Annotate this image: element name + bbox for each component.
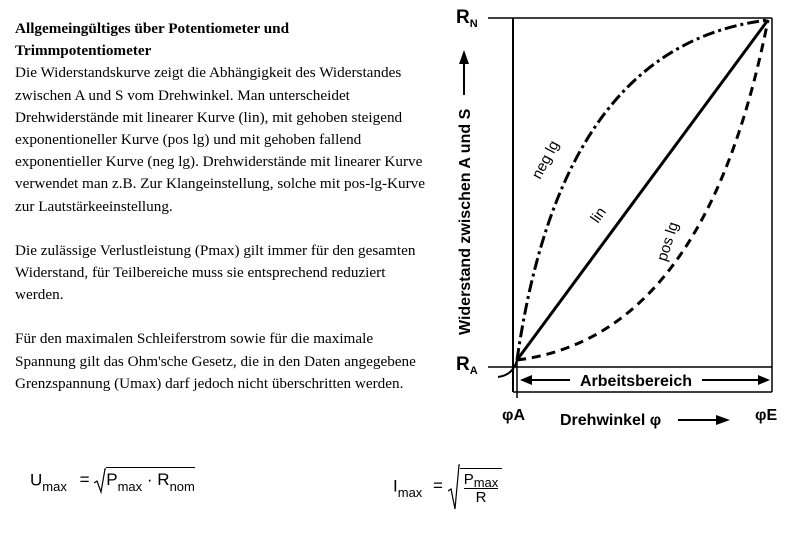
range-arrow-right [758, 375, 770, 385]
range-label: Arbeitsbereich [580, 373, 693, 390]
resistance-curve-figure [430, 0, 800, 440]
lead-in [498, 360, 517, 377]
y-arrow-head [459, 50, 469, 64]
lin-label: lin [587, 204, 610, 227]
article-title: Allgemeingültiges über Potentiometer und Trimmpotentiometer [15, 20, 290, 60]
x-axis-label: Drehwinkel φ [560, 412, 662, 429]
paragraph-3: Für den maximalen Schleiferstrom sowie für die maximale Spannung gilt das Ohm'sche Gesetz, die in den Daten angegebene Grenzspannung (Umax) darf jedoch nicht überschritten werden. [15, 330, 416, 392]
x-arrow-head [716, 415, 730, 425]
ra-label: $R_A$ [456, 354, 478, 377]
paragraph-1: Die Widerstandskurve zeigt die Abhängigkeit des Widerstandes zwischen A und S vom Drehwinkel. Man unterscheidet Drehwiderstände mit linearer Kurve (lin), mit gehoben steigend exponentioneller Kurve (pos lg) und mit gehoben fallend exponentieller Kurve (neg lg). Drehwiderstände mit linearer Kurve verwendet man z.B. Zur Klangeinstellung, solche mit pos-lg-Kurve zur Lautstärkeeinstellung. [15, 64, 425, 215]
article-text [15, 18, 425, 417]
range-arrow-left [520, 375, 532, 385]
lin-curve [517, 20, 768, 360]
neg-lg-label: neg lg [528, 137, 563, 182]
phi-a-label: φA [502, 407, 525, 424]
y-axis-label: Widerstand zwischen A und S [457, 108, 474, 335]
paragraph-2: Die zulässige Verlustleistung (Pmax) gilt immer für den gesamten Widerstand, für Teilbereiche muss sie entsprechend reduziert werden. [15, 241, 416, 304]
phi-e-label: φE [755, 407, 778, 424]
sqrt-symbol [448, 463, 460, 511]
pos-lg-label: pos lg [653, 219, 683, 264]
u-max-formula: $U_{max} = P_{max} \cdot R_{nom}$ [30, 468, 195, 494]
sqrt-symbol [94, 468, 106, 494]
rn-label: $R_N$ [456, 7, 478, 30]
i-max-formula: $I_{max}$ = Pmax R [393, 463, 502, 511]
